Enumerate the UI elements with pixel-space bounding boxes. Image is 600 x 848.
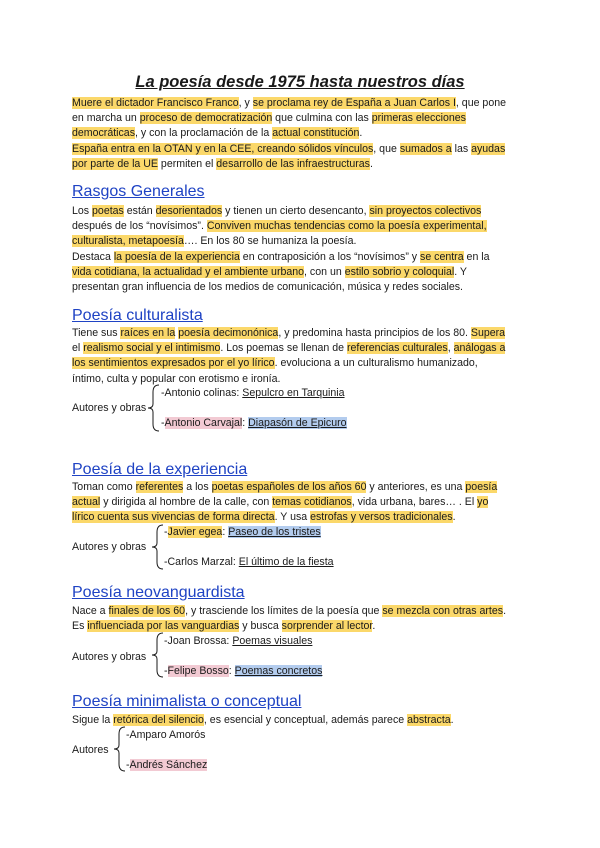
neovanguardista-text: . xyxy=(372,620,376,633)
author-name: -Joan Brossa: xyxy=(164,635,233,647)
experiencia-text: estrofas y versos tradicionales xyxy=(310,511,453,524)
neovanguardista-text: sorprender al lector xyxy=(281,620,373,633)
experiencia-text: poesía xyxy=(465,481,498,493)
rasgos-text: culturalista, metapoesía xyxy=(72,235,184,248)
intro-paragraph xyxy=(72,96,534,172)
neovanguardista-text: influenciada por las vanguardias xyxy=(87,620,240,633)
neovanguardista-text: . xyxy=(503,605,507,617)
experiencia-text: actual xyxy=(72,496,101,509)
author-name: -Carlos Marzal: xyxy=(164,556,239,568)
curly-brace-icon xyxy=(151,524,165,570)
author-dash: - xyxy=(126,759,130,771)
intro-text: , que xyxy=(373,142,400,155)
rasgos-text: Los xyxy=(72,205,93,217)
intro-text: democráticas xyxy=(72,127,135,140)
author-separator: : xyxy=(242,417,249,429)
author-name: Andrés Sánchez xyxy=(129,759,208,771)
heading-rasgos-generales: Rasgos Generales xyxy=(72,183,205,200)
minimalista-paragraph xyxy=(72,713,534,728)
culturalista-text: raíces en la xyxy=(120,327,176,339)
experiencia-paragraph xyxy=(72,480,534,526)
experiencia-text: . xyxy=(452,511,456,524)
intro-text: primeras elecciones xyxy=(371,112,466,125)
author-dash: - xyxy=(161,417,165,429)
rasgos-text: . Y xyxy=(454,265,467,278)
experiencia-text: . Y usa xyxy=(274,511,311,524)
page-title: La poesía desde 1975 hasta nuestros días xyxy=(135,73,465,91)
intro-text: que culmina con las xyxy=(272,112,372,125)
minimalista-text: Sigue la xyxy=(72,714,114,726)
intro-text: por parte de la UE xyxy=(72,157,158,170)
curly-brace-icon xyxy=(147,384,161,432)
neovanguardista-text: Nace a xyxy=(72,605,109,617)
rasgos-text: después de los “novísimos”. xyxy=(72,220,207,233)
heading-poesia-experiencia: Poesía de la experiencia xyxy=(72,461,248,478)
author-work-item xyxy=(164,634,312,648)
neovanguardista-text: y busca xyxy=(239,620,282,633)
author-name: -Antonio colinas: xyxy=(161,387,243,399)
curly-brace-icon xyxy=(113,726,127,772)
work-title: Sepulcro en Tarquinia xyxy=(242,387,345,399)
heading-poesia-neovanguardista: Poesía neovanguardista xyxy=(72,584,245,601)
experiencia-text: Toman como xyxy=(72,481,136,493)
culturalista-text: . Los poemas se llenan de xyxy=(220,342,347,355)
culturalista-text: . evoluciona a un culturalismo humanizado, xyxy=(274,357,478,370)
intro-text: . xyxy=(359,127,363,140)
author-dash: - xyxy=(164,665,168,677)
heading-poesia-culturalista: Poesía culturalista xyxy=(72,307,203,324)
rasgos-text: y tienen un cierto desencanto, xyxy=(222,205,370,217)
author-name: Antonio Carvajal xyxy=(164,417,243,429)
experiencia-text: lírico cuenta sus vivencias de forma directa xyxy=(72,511,275,524)
experiencia-text: y dirigida al hombre de la calle, con xyxy=(100,496,273,509)
author-dash: - xyxy=(164,526,168,538)
culturalista-text: poesía decimonónica xyxy=(178,327,279,339)
intro-text: España entra en la OTAN y en la CEE, creando sólidos vínculos xyxy=(72,142,374,155)
author-name: Felipe Bosso xyxy=(167,665,229,677)
intro-text: proceso de democratización xyxy=(139,112,273,125)
intro-text: , y xyxy=(238,97,253,109)
intro-text: , y con la proclamación de la xyxy=(135,127,273,140)
work-title: Poemas concretos xyxy=(234,665,323,677)
intro-text: sumados a xyxy=(399,142,452,155)
authors-label: Autores y obras xyxy=(72,651,147,663)
rasgos-text: desorientados xyxy=(155,205,223,217)
author-work-item xyxy=(126,728,205,742)
intro-text: se proclama rey de España a Juan Carlos I xyxy=(252,97,456,109)
intro-text: Muere el dictador Francisco Franco xyxy=(72,97,239,109)
neovanguardista-text: se mezcla con otras artes xyxy=(382,605,504,617)
rasgos-paragraph xyxy=(72,204,534,295)
rasgos-text: poetas xyxy=(92,205,124,217)
rasgos-text: …. En los 80 se humaniza la poesía. xyxy=(183,235,357,248)
author-work-item xyxy=(161,416,347,430)
author-work-item xyxy=(164,525,321,539)
rasgos-text: la poesía de la experiencia xyxy=(113,250,240,263)
intro-text: en marcha un xyxy=(72,112,140,125)
work-title: Poemas visuales xyxy=(232,635,313,647)
rasgos-text: estilo sobrio y coloquial xyxy=(344,265,455,278)
experiencia-text: , vida urbana, bares… . El xyxy=(351,496,478,509)
intro-text: . xyxy=(369,157,373,170)
rasgos-text: , con un xyxy=(304,265,345,278)
experiencia-text: y anteriores, es una xyxy=(366,481,466,493)
neovanguardista-text: Es xyxy=(72,620,88,633)
minimalista-text: abstracta xyxy=(407,714,451,726)
author-name: Javier egea xyxy=(167,526,223,538)
author-separator: : xyxy=(228,665,235,677)
culturalista-text: realismo social y el intimismo xyxy=(83,342,221,355)
author-work-item xyxy=(164,555,334,569)
culturalista-text: íntimo, culta y popular con erotismo e ironía. xyxy=(72,372,281,385)
neovanguardista-text: finales de los 60 xyxy=(108,605,186,617)
authors-label: Autores y obras xyxy=(72,541,147,553)
minimalista-text: . xyxy=(450,714,454,726)
experiencia-text: referentes xyxy=(135,481,184,493)
intro-text: las xyxy=(451,142,472,155)
neovanguardista-paragraph xyxy=(72,604,534,634)
rasgos-text: sin proyectos colectivos xyxy=(369,205,482,217)
curly-brace-icon xyxy=(151,632,165,678)
intro-text: ayudas xyxy=(471,142,506,155)
culturalista-text: referencias culturales xyxy=(347,342,448,355)
author-work-item xyxy=(126,758,207,772)
rasgos-text: están xyxy=(123,205,156,217)
intro-text: actual constitución xyxy=(272,127,360,140)
rasgos-text: en contraposición a los “novísimos” y xyxy=(239,250,421,263)
culturalista-text: Supera xyxy=(470,327,506,339)
rasgos-text: Destaca xyxy=(72,250,114,263)
experiencia-text: yo xyxy=(477,496,489,509)
culturalista-text: los sentimientos expresados por el yo lírico xyxy=(72,357,275,370)
experiencia-text: a los xyxy=(183,481,212,493)
culturalista-text: análogas a xyxy=(453,342,506,355)
authors-label: Autores xyxy=(72,744,109,756)
authors-label: Autores y obras xyxy=(72,402,147,414)
minimalista-text: retórica del silencio xyxy=(113,714,204,726)
rasgos-text: vida cotidiana, la actualidad y el ambiente urbano xyxy=(72,265,305,278)
neovanguardista-text: , y trasciende los límites de la poesía que xyxy=(185,605,383,617)
intro-text: desarrollo de las infraestructuras xyxy=(216,157,370,170)
work-title: Diapasón de Epicuro xyxy=(248,417,347,429)
rasgos-text: Conviven muchas tendencias como la poesía experimental, xyxy=(206,220,487,233)
culturalista-text: , y predomina hasta principios de los 80. xyxy=(278,327,471,339)
intro-text: permiten el xyxy=(157,157,217,170)
author-work-item xyxy=(164,664,322,678)
author-work-item xyxy=(161,386,345,400)
author-name: -Amparo Amorós xyxy=(126,729,206,741)
culturalista-paragraph xyxy=(72,326,534,387)
culturalista-text: el xyxy=(72,342,84,355)
rasgos-text: se centra xyxy=(420,250,464,263)
experiencia-text: temas cotidianos xyxy=(272,496,352,509)
author-separator: : xyxy=(222,526,229,538)
work-title: Paseo de los tristes xyxy=(228,526,321,538)
rasgos-text: presentan gran influencia de los medios de comunicación, música y redes sociales. xyxy=(72,281,464,294)
work-title: El último de la fiesta xyxy=(238,556,334,568)
minimalista-text: , es esencial y conceptual, además parece xyxy=(203,714,408,726)
culturalista-text: , xyxy=(447,342,454,355)
rasgos-text: en la xyxy=(463,250,490,263)
intro-text: , que pone xyxy=(455,97,506,109)
culturalista-text: Tiene sus xyxy=(72,327,121,339)
experiencia-text: poetas españoles de los años 60 xyxy=(211,481,367,493)
heading-poesia-minimalista: Poesía minimalista o conceptual xyxy=(72,693,302,710)
